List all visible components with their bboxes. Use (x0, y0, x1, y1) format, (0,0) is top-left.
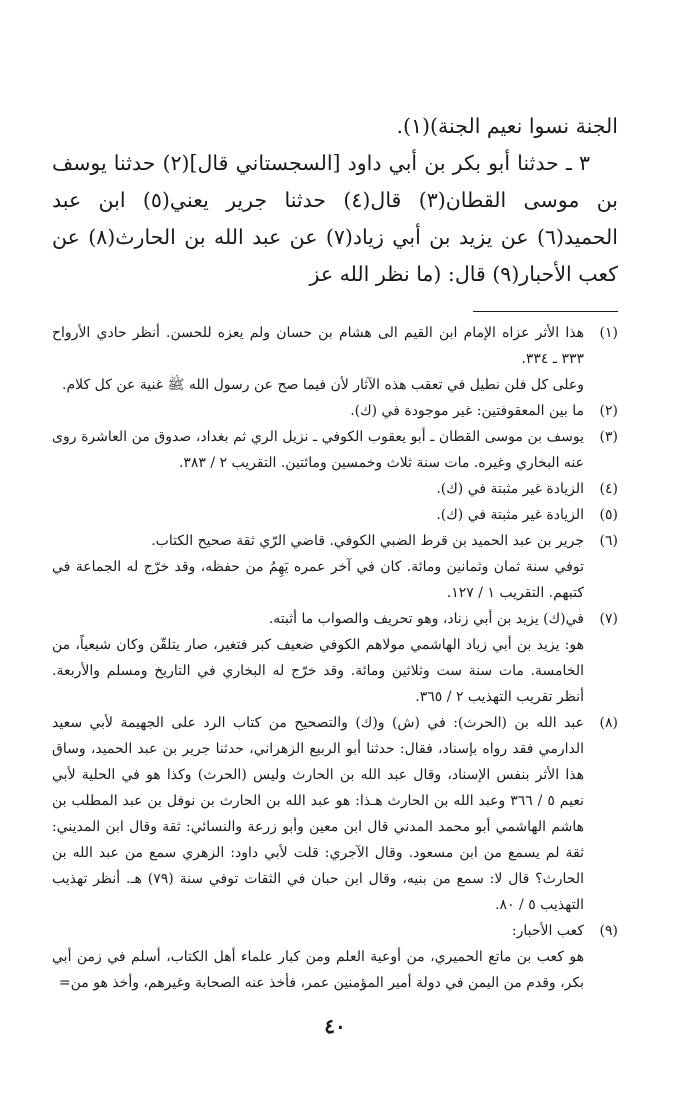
footnote-7 (52, 606, 618, 632)
footnote-number: (٧) (599, 611, 618, 627)
footnote-number: (٢) (599, 403, 618, 419)
page-number: ٤٠ (324, 1014, 346, 1038)
footnote-text: جرير بن عبد الحميد بن قرط الضبي الكوفي. قاضي الرّي ثقة صحيح الكتاب. (151, 533, 584, 549)
footnote-8 (52, 710, 618, 918)
footnote-text: الزيادة غير مثبتة في (ك). (436, 481, 584, 497)
footnote-2 (52, 398, 618, 424)
footnote-text: يوسف بن موسى القطان ـ أبو يعقوب الكوفي ـ نزيل الري ثم بغداد، صدوق من العاشرة روى عنه البخاري وغيره. مات سنة ثلاث وخمسين ومائتين. التقريب ٢ / ٣٨٣. (52, 429, 584, 471)
footnote-text: ما بين المعقوفتين: غير موجودة في (ك). (350, 403, 584, 419)
main-text (52, 108, 618, 293)
footnote-4 (52, 476, 618, 502)
footnote-1 (52, 320, 618, 398)
footnote-number: (٨) (599, 715, 618, 731)
footnote-text: في(ك) يزيد بن أبي زناد، وهو تحريف والصواب ما أثبته. (268, 611, 584, 627)
footnote-text: وعلى كل فلن نطيل في تعقب هذه الآثار لأن فيما صح عن رسول الله ﷺ غنية عن كل كلام. (62, 377, 584, 393)
footnote-7-continuation: هو: يزيد بن أبي زياد الهاشمي مولاهم الكوفي ضعيف كبر فتغير، صار يتلقّن وكان شيعياً، من الخامسة. مات سنة ست وثلاثين ومائة. وقد خرّج له البخاري في التاريخ ومسلم والأربعة. أنظر تقريب التهذيب ٢ / ٣٦٥. (52, 637, 584, 705)
footnote-text: كعب الأحبار: (511, 923, 584, 939)
footnotes (52, 320, 618, 996)
footnote-separator (473, 311, 618, 312)
footnote-number: (٣) (599, 429, 618, 445)
footnote-6 (52, 528, 618, 554)
footnote-number: (١) (599, 325, 618, 341)
footnote-text: عبد الله بن (الحرث): في (ش) و(ك) والتصحيح من كتاب الرد على الجهيمة لأبي سعيد الدارمي فقد رواه بإسناد، فقال: حدثنا أبو الربيع الزهراني، حدثنا جرير بن عبد الحميد، وساق هذا الأثر بنفس الإسناد، وقال عبد الله بن الحارث وليس (الحرث) وكذا هو في الحلية لأبي نعيم ٥ / ٣٦٦ وعبد الله بن الحارث هـذا: هو عبد الله بن الحارث بن نوفل بن عبد المطلب بن هاشم الهاشمي أبو محمد المدني قال ابن معين وأبو زرعة والنسائي: ثقة وقال ابن المديني: ثقة لم يسمع من ابن مسعود. وقال الآجري: قلت لأبي داود: الزهري سمع من عبد الله بن الحارث؟ قال لا: سمع من بنيه، وقال ابن حبان في الثقات توفي سنة (٧٩) هـ. أنظر تهذيب التهذيب ٥ / ٨٠. (52, 715, 584, 913)
footnote-9 (52, 918, 618, 944)
footnote-number: (٦) (599, 533, 618, 549)
book-page (52, 108, 618, 1068)
footnote-5 (52, 502, 618, 528)
main-line-1: الجنة نسوا نعيم الجنة)(١). (396, 114, 618, 138)
footnote-text: الزيادة غير مثبتة في (ك). (436, 507, 584, 523)
footnote-6-continuation: توفي سنة ثمان وثمانين ومائة. كان في آخر عمره يَهِمُ من حفظه، وقد خرّج له الجماعة في كتبهم. التقريب ١ / ١٢٧. (52, 559, 584, 601)
footnote-number: (٤) (599, 481, 618, 497)
footnote-text: هذا الأثر عزاه الإمام ابن القيم الى هشام بن حسان ولم يعزه للحسن. أنظر حادي الأرواح ٣٣٣ ـ ٣٣٤. (52, 325, 584, 367)
footnote-9-continuation: هو كعب بن ماتع الحميري، من أوعية العلم ومن كبار علماء أهل الكتاب، أسلم في زمن أبي بكر، وقدم من اليمن في دولة أمير المؤمنين عمر، فأخذ عنه الصحابة وغيرهم، وأخذ هو من= (52, 949, 584, 991)
main-paragraph-3: ٣ ـ حدثنا أبو بكر بن أبي داود [السجستاني قال](٢) حدثنا يوسف بن موسى القطان(٣) قال(٤) حدثنا جرير يعني(٥) ابن عبد الحميد(٦) عن يزيد بن أبي زياد(٧) عن عبد الله بن الحارث(٨) عن كعب الأحبار(٩) قال: (ما نظر الله عز (52, 151, 619, 286)
footnote-number: (٩) (599, 923, 618, 939)
footnote-3 (52, 424, 618, 476)
footnote-number: (٥) (599, 507, 618, 523)
